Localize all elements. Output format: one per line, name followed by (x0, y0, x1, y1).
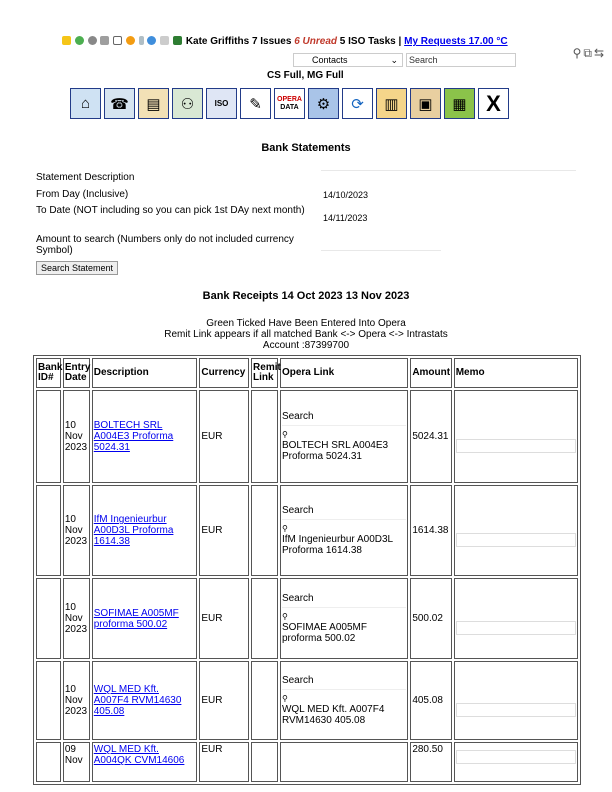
opera-search-input[interactable] (282, 607, 406, 608)
header-amount: Amount (410, 358, 451, 388)
table-row (36, 742, 578, 782)
description-link[interactable]: WQL MED Kft. A007F4 RVM14630 405.08 (93, 684, 182, 717)
opera-search-input[interactable] (282, 425, 406, 426)
folder-chart-icon[interactable]: ▥ (376, 88, 407, 119)
copy-icon[interactable] (113, 36, 122, 45)
sync-icon[interactable]: ⇆ (593, 46, 606, 60)
remit-link-cell (251, 661, 278, 740)
amount-cell (410, 390, 451, 483)
bank-id-cell (36, 742, 61, 782)
main-toolbar (70, 88, 509, 119)
currency-cell (199, 390, 249, 483)
phone-icon[interactable]: ☎ (104, 88, 135, 119)
from-day-label: From Day (Inclusive) (36, 189, 129, 200)
header-bank-id: Bank ID# (36, 358, 61, 388)
opera-data-icon[interactable] (274, 88, 305, 119)
entry-date-cell (63, 578, 90, 659)
to-date-label: To Date (NOT including so you can pick 1st DAy next month) (36, 205, 305, 216)
header-memo: Memo (454, 358, 578, 388)
entry-year: 2023 (64, 624, 88, 635)
info-line-3: Account :87399700 (262, 340, 350, 351)
opera-search-label: Search (281, 593, 314, 604)
unread-count[interactable]: 6 Unread (294, 36, 337, 47)
table-row (36, 661, 578, 740)
entry-month: Nov (64, 431, 83, 442)
opera-match-text: WQL MED Kft. A007F4 RVM14630 405.08 (281, 704, 385, 726)
entry-day: 10 (64, 420, 76, 431)
opera-search-input[interactable] (282, 519, 406, 520)
table-header-row (36, 358, 578, 388)
entry-month: Nov (64, 695, 83, 706)
currency-cell (199, 742, 249, 782)
memo-input[interactable] (456, 439, 576, 453)
remit-link-cell (251, 578, 278, 659)
bank-id-cell (36, 390, 61, 483)
opera-link-cell (280, 578, 408, 659)
magnifier-icon[interactable]: ⚲ (281, 612, 288, 621)
statement-description-label: Statement Description (36, 172, 135, 183)
currency-cell (199, 578, 249, 659)
box-icon[interactable]: ▣ (410, 88, 441, 119)
to-date-input[interactable]: 14/11/2023 (323, 213, 368, 223)
amount-cell (410, 578, 451, 659)
entry-day: 10 (64, 684, 76, 695)
amount-cell (410, 661, 451, 740)
memo-cell (454, 661, 578, 740)
entry-month: Nov (64, 525, 83, 536)
entry-month: Nov (64, 613, 83, 624)
description-link[interactable]: IfM Ingenieurbur A00D3L Proforma 1614.38 (93, 514, 174, 547)
description-link[interactable]: BOLTECH SRL A004E3 Proforma 5024.31 (93, 420, 174, 453)
memo-input[interactable] (456, 703, 576, 717)
entry-year: 2023 (64, 536, 88, 547)
table-row (36, 485, 578, 576)
receipts-title: Bank Receipts 14 Oct 2023 13 Nov 2023 (202, 290, 410, 302)
opera-bottom-label: DATA (280, 103, 299, 111)
memo-cell (454, 485, 578, 576)
close-x-icon[interactable]: X (478, 88, 509, 119)
amount-input[interactable] (321, 250, 441, 251)
amount-label: Amount to search (Numbers only do not included currency Symbol) (36, 234, 294, 256)
currency-cell (199, 485, 249, 576)
my-requests-link[interactable]: My Requests 17.00 °C (404, 36, 508, 47)
currency-value: EUR (201, 613, 223, 624)
currency-cell (199, 661, 249, 740)
amount-value: 280.50 (412, 744, 443, 755)
chart-icon[interactable] (173, 36, 182, 45)
opera-link-cell (280, 661, 408, 740)
opera-search-input[interactable] (282, 689, 406, 690)
opera-link-cell (280, 742, 408, 782)
table-row (36, 578, 578, 659)
header-remit-link: Remit Link (251, 358, 278, 388)
info-line-1: Green Ticked Have Been Entered Into Opera (206, 318, 406, 329)
entry-year: 2023 (64, 442, 88, 453)
settings-icon[interactable]: ⚙ (308, 88, 339, 119)
info-line-2: Remit Link appears if all matched Bank <-> Opera <-> Intrastats (164, 329, 448, 340)
description-link[interactable]: SOFIMAE A005MF proforma 500.02 (93, 607, 179, 630)
currency-value: EUR (201, 695, 223, 706)
amount-value: 500.02 (412, 613, 443, 624)
opera-top-label: OPERA (277, 95, 302, 103)
company-line: CS Full, MG Full (267, 70, 344, 81)
currency-value: EUR (201, 431, 223, 442)
amount-value: 5024.31 (412, 431, 449, 442)
opera-link-cell (280, 485, 408, 576)
leaf-icon[interactable] (139, 36, 144, 45)
search-input[interactable]: Search (406, 53, 516, 67)
opera-search-label: Search (281, 505, 314, 516)
opera-search-label: Search (281, 411, 314, 422)
description-cell (92, 578, 198, 659)
description-link[interactable]: WQL MED Kft. A004QK CVM14606 (93, 744, 185, 766)
search-statement-button[interactable]: Search Statement (36, 261, 118, 275)
entry-date-cell (63, 485, 90, 576)
chat-icon[interactable] (147, 36, 156, 45)
memo-cell (454, 390, 578, 483)
table-row (36, 390, 578, 483)
contacts-select[interactable] (293, 53, 403, 67)
remit-link-cell (251, 390, 278, 483)
books-icon[interactable]: ▦ (444, 88, 475, 119)
amount-value: 405.08 (412, 695, 443, 706)
amount-cell (410, 485, 451, 576)
opera-link-cell (280, 390, 408, 483)
tool-icons (573, 46, 606, 61)
info-block (0, 318, 612, 351)
amount-value: 1614.38 (412, 525, 449, 536)
header-currency: Currency (199, 358, 249, 388)
iso-tasks[interactable]: 5 ISO Tasks | (339, 36, 402, 47)
header-entry-date: Entry Date (63, 358, 90, 388)
from-day-input[interactable]: 14/10/2023 (323, 190, 369, 200)
external-link-icon[interactable]: ⧉ (583, 46, 594, 60)
entry-date-cell (63, 390, 90, 483)
bank-id-cell (36, 485, 61, 576)
cash-register-icon[interactable]: ▤ (138, 88, 169, 119)
memo-cell (454, 578, 578, 659)
description-cell (92, 661, 198, 740)
entry-day: 10 (64, 602, 76, 613)
opera-match-text: SOFIMAE A005MF proforma 500.02 (281, 622, 367, 644)
description-cell (92, 485, 198, 576)
gear-icon[interactable] (88, 36, 97, 45)
currency-value: EUR (201, 525, 223, 536)
magnifier-icon[interactable]: ⚲ (281, 524, 288, 533)
magnifier-icon[interactable]: ⚲ (281, 694, 288, 703)
magnifier-icon[interactable]: ⚲ (572, 46, 584, 60)
top-status-line (62, 36, 602, 47)
home-icon[interactable]: ⌂ (70, 88, 101, 119)
issues-count[interactable]: 7 Issues (251, 36, 292, 47)
bank-id-cell (36, 661, 61, 740)
calendar-icon[interactable] (160, 36, 169, 45)
entry-day: 09 (64, 744, 76, 755)
page-title: Bank Statements (261, 142, 351, 154)
opera-match-text: IfM Ingenieurbur A00D3L Proforma 1614.38 (281, 534, 393, 556)
notepad-icon[interactable]: ✎ (240, 88, 271, 119)
memo-cell (454, 742, 578, 782)
iso-icon[interactable]: ISO (206, 88, 237, 119)
entry-month: Nov (64, 755, 83, 766)
user-name[interactable]: Kate Griffiths (185, 36, 250, 47)
memo-input[interactable] (456, 621, 576, 635)
people-icon[interactable]: ⚇ (172, 88, 203, 119)
header-description: Description (92, 358, 198, 388)
globe-icon[interactable] (75, 36, 84, 45)
entry-year: 2023 (64, 706, 88, 717)
memo-input[interactable] (456, 533, 576, 547)
entry-date-cell (63, 661, 90, 740)
chevron-down-icon: ⌄ (390, 54, 398, 65)
bank-id-cell (36, 578, 61, 659)
magnifier-icon[interactable]: ⚲ (281, 430, 288, 439)
opera-search-label: Search (281, 675, 314, 686)
entry-day: 10 (64, 514, 76, 525)
star-icon[interactable] (62, 36, 71, 45)
description-input[interactable] (321, 170, 576, 171)
description-cell (92, 742, 198, 782)
mail-icon[interactable] (100, 36, 109, 45)
opera-match-text: BOLTECH SRL A004E3 Proforma 5024.31 (281, 440, 389, 462)
entry-date-cell (63, 742, 90, 782)
refresh-icon[interactable]: ⟳ (342, 88, 373, 119)
currency-value: EUR (201, 744, 223, 755)
header-opera-link: Opera Link (280, 358, 408, 388)
bank-receipts-table (33, 355, 581, 785)
description-cell (92, 390, 198, 483)
clock-icon[interactable] (126, 36, 135, 45)
amount-cell (410, 742, 451, 782)
remit-link-cell (251, 742, 278, 782)
contacts-select-value: Contacts (312, 55, 348, 65)
memo-input[interactable] (456, 750, 576, 764)
remit-link-cell (251, 485, 278, 576)
